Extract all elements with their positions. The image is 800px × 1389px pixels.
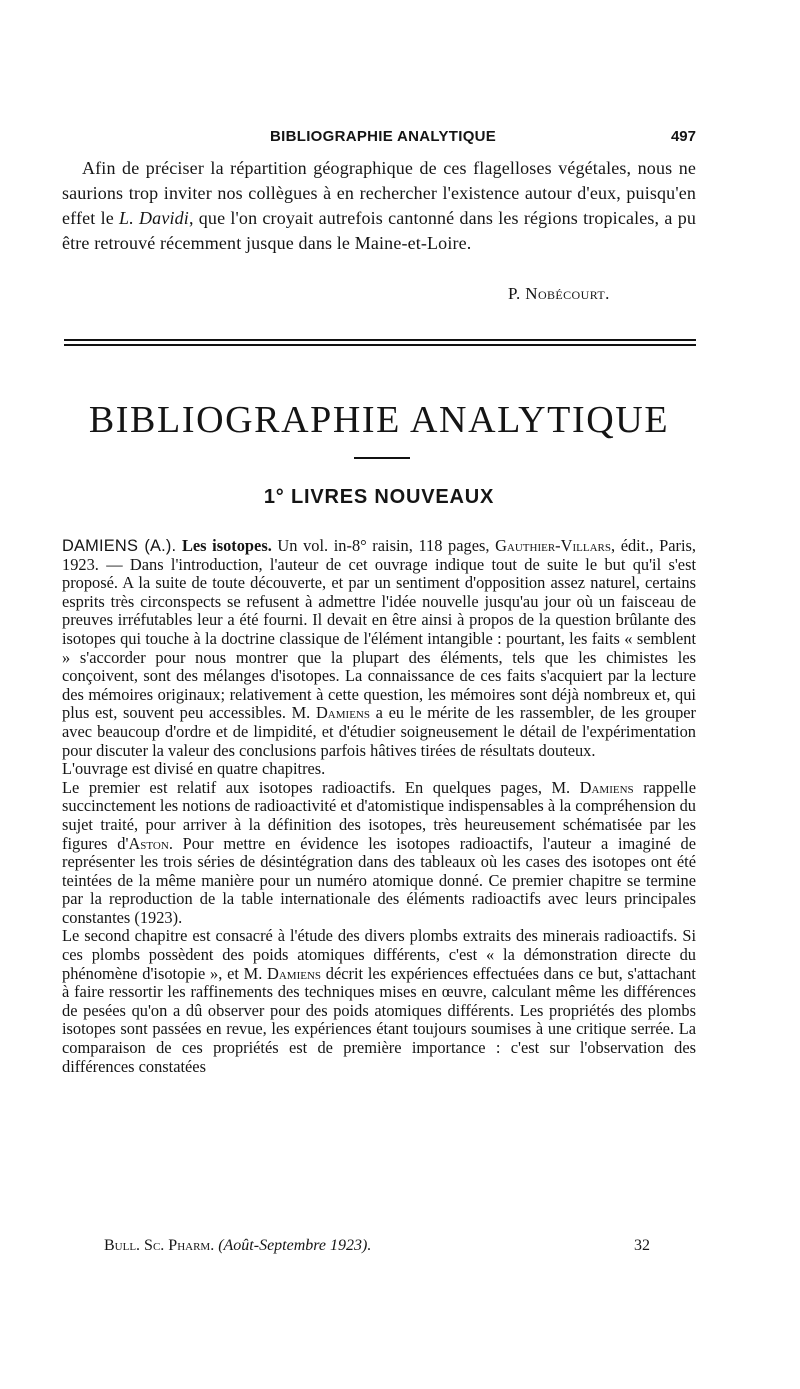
running-head — [62, 128, 696, 150]
section-subtitle: 1° LIVRES NOUVEAUX — [263, 486, 495, 508]
intro-paragraph — [62, 156, 696, 256]
review-text: décrit les expériences effectuées dans ce but, s'attachant à faire ressortir les raffinements des techniques mises en œuvre, calculant même les différences de pesées qu'on a dû observer pour des poids atomiques différents. Les propriétés des plombs isotopes sont passées en revue, les expériences étant toujours soumises à une critique serrée. La comparaison de ces propriétés est de première importance : c'est sur l'observation des différences constatées — [62, 963, 696, 1076]
book-review — [62, 537, 696, 1076]
review-author: DAMIENS (A.). — [62, 537, 177, 555]
review-paragraph-2 — [62, 760, 696, 779]
author-name-mention: Damiens — [579, 777, 634, 797]
title-underline — [354, 457, 410, 459]
review-paragraph-4 — [62, 927, 696, 1076]
section-divider-top — [64, 339, 696, 341]
section-divider-bottom — [64, 344, 696, 346]
book-title: Les isotopes. — [181, 536, 272, 555]
publisher-name: Gauthier-Villars — [495, 536, 611, 555]
intro-text-after: , que l'on croyait autrefois cantonné dans les régions tropicales, a pu être retrouvé récemment jusque dans le Maine-et-Loire. — [62, 208, 696, 253]
species-name: L. Davidi — [119, 208, 189, 228]
journal-citation — [104, 1237, 371, 1255]
author-name-mention: Damiens — [267, 963, 322, 983]
review-paragraph-1 — [62, 537, 696, 760]
previous-article-conclusion — [62, 156, 696, 256]
intro-text-before: Afin de préciser la répartition géographique de ces flagelloses végétales, nous ne saurions trop inviter nos collègues à en rechercher l'existence autour d'eux, puisqu'en effet le — [62, 158, 696, 228]
review-text: Le premier est relatif aux isotopes radioactifs. En quelques pages, M. — [62, 777, 580, 797]
page-number: 497 — [670, 128, 696, 145]
signature-initial: P. — [508, 284, 521, 303]
publication-details: Un vol. in-8° raisin, 118 pages, — [271, 536, 496, 555]
review-text: L'ouvrage est divisé en quatre chapitres. — [62, 759, 326, 779]
publication-date: , édit., Paris, 1923. — — [62, 536, 696, 574]
running-title: BIBLIOGRAPHIE ANALYTIQUE — [270, 128, 497, 145]
section-title: BIBLIOGRAPHIE ANALYTIQUE — [88, 399, 670, 441]
page-footer — [104, 1237, 650, 1259]
review-text: Le second chapitre est consacré à l'étude des divers plombs extraits des minerais radioactifs. Si ces plombs possèdent des poids atomiques différents, c'est « la démonstration directe du phénomène d'isotopie », et M. — [62, 926, 696, 983]
review-text: . Pour mettre en évidence les isotopes radioactifs, l'auteur a imaginé de représenter les trois séries de désintégration dans des tableaux où les cases des isotopes ont été teintées de la même manière pour un numéro atomique donné. Ce premier chapitre se termine par la reproduction de la table internationale des éléments radioactifs avec leurs principales constantes (1923). — [62, 833, 697, 927]
journal-name: Bull. Sc. Pharm. — [104, 1237, 215, 1254]
review-text: Dans l'introduction, l'auteur de cet ouvrage indique tout de suite le but qu'il s'est proposé. A la suite de toute découverte, et par un sentiment d'opposition assez naturel, certains esprits très circonspects se refusent à admettre l'idée nouvelle jusqu'au jour où un faisceau de preuves irréfutables leur a été fourni. Il devait en être ainsi à propos de la question brûlante des isotopes qui touche à la doctrine classique de l'élément intangible : pourtant, les faits « semblent » s'accorder pour nous montrer que la plupart des éléments, tels que les chimistes les conçoivent, sont des mélanges d'isotopes. La connaissance de ces faits s'acquiert par la lecture des mémoires originaux; relativement à cette question, les mémoires sont déjà nombreux et, qui plus est, souvent peu accessibles. M. — [62, 554, 696, 723]
review-paragraph-3 — [62, 779, 696, 928]
review-text: a eu le mérite de les rassembler, de les grouper avec beaucoup d'ordre et de limpidité, et d'étudier soigneusement le détail de l'expérimentation pour discuter la valeur des conclusions parfois hâtives tirées de résultats douteux. — [62, 703, 697, 760]
journal-issue: (Août-Septembre 1923). — [218, 1237, 372, 1254]
author-name-mention: Damiens — [315, 703, 370, 723]
review-text: rappelle succinctement les notions de radioactivité et d'atomistique indispensables à la compréhension du sujet traité, pour arriver à la définition des isotopes, très heureusement schématisée par les figures d' — [62, 777, 696, 853]
scientist-name-mention: Aston — [128, 833, 169, 853]
author-signature — [508, 284, 610, 304]
signature-name: Nobécourt. — [525, 284, 610, 303]
sheet-number: 32 — [634, 1237, 650, 1254]
